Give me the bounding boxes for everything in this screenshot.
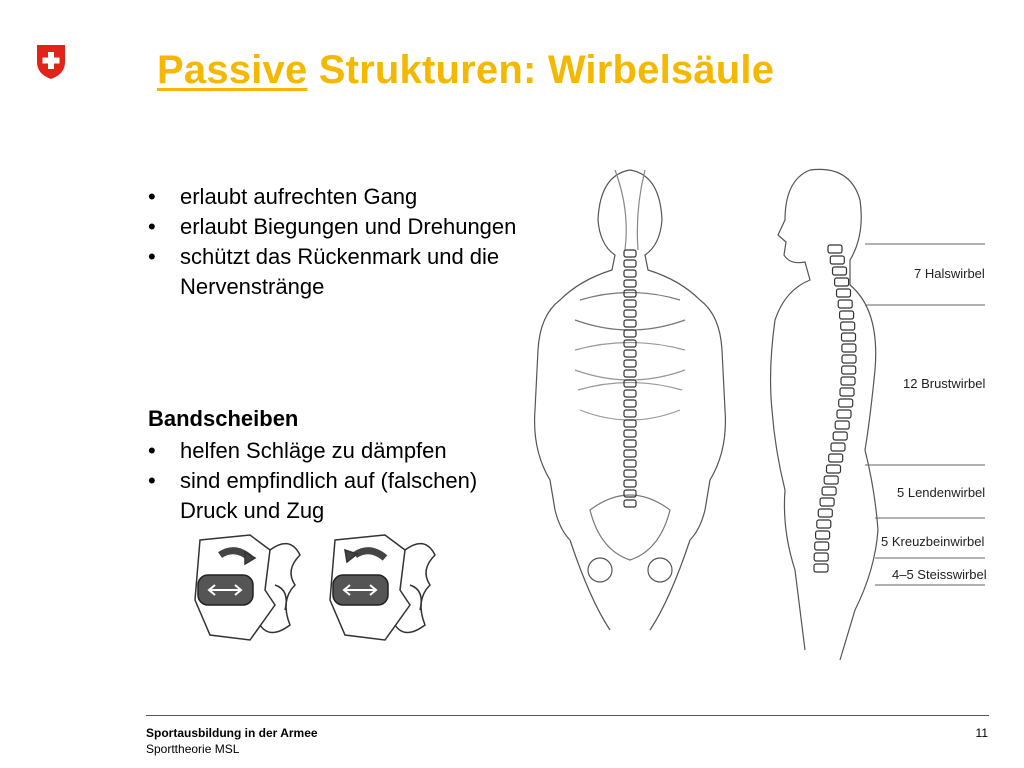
vertebra-shape bbox=[818, 509, 832, 517]
vertebra-shape bbox=[831, 443, 845, 451]
swiss-shield-logo bbox=[36, 44, 66, 80]
vertebra-shape bbox=[842, 366, 856, 374]
region-label-lendenwirbel: 5 Lendenwirbel bbox=[897, 485, 986, 500]
vertebra-shape bbox=[833, 267, 847, 275]
spine-function-list bbox=[148, 182, 568, 302]
vertebra-shape bbox=[624, 380, 636, 387]
footer-organization: Sportausbildung in der Armee bbox=[146, 726, 318, 740]
vertebra-shape bbox=[837, 410, 851, 418]
list-item: • sind empfindlich auf (falschen) Druck und Zug bbox=[148, 466, 508, 526]
vertebra-shape bbox=[814, 553, 828, 561]
vertebra-shape bbox=[624, 250, 636, 257]
vertebra-shape bbox=[814, 564, 828, 572]
side-view-figure bbox=[771, 169, 878, 660]
vertebra-shape bbox=[624, 270, 636, 277]
list-item: • schützt das Rückenmark und die Nervenstränge bbox=[148, 242, 568, 302]
vertebra-shape bbox=[624, 500, 636, 507]
vertebra-shape bbox=[837, 289, 851, 297]
vertebra-shape bbox=[835, 278, 849, 286]
footer-subtitle: Sporttheorie MSL bbox=[146, 742, 240, 756]
vertebra-shape bbox=[842, 344, 856, 352]
vertebra-shape bbox=[838, 300, 852, 308]
vertebra-shape bbox=[624, 410, 636, 417]
vertebra-shape bbox=[624, 450, 636, 457]
vertebra-shape bbox=[840, 311, 854, 319]
vertebra-shape bbox=[624, 370, 636, 377]
back-view-spine bbox=[624, 250, 636, 507]
list-item: • helfen Schläge zu dämpfen bbox=[148, 436, 508, 466]
vertebra-shape bbox=[830, 256, 844, 264]
vertebra-shape bbox=[841, 377, 855, 385]
region-label-brustwirbel: 12 Brustwirbel bbox=[903, 376, 986, 391]
vertebra-shape bbox=[624, 320, 636, 327]
vertebra-shape bbox=[842, 355, 856, 363]
vertebra-shape bbox=[624, 290, 636, 297]
vertebra-shape bbox=[827, 465, 841, 473]
footer-divider bbox=[146, 715, 989, 716]
title-rest: Strukturen: Wirbelsäule bbox=[307, 48, 775, 92]
vertebra-shape bbox=[624, 400, 636, 407]
region-label-steisswirbel: 4–5 Steisswirbel bbox=[892, 567, 987, 582]
list-item: • erlaubt aufrechten Gang bbox=[148, 182, 568, 212]
vertebra-shape bbox=[624, 420, 636, 427]
page-number: 11 bbox=[975, 726, 988, 740]
vertebra-shape bbox=[835, 421, 849, 429]
region-label-halswirbel: 7 Halswirbel bbox=[914, 266, 985, 281]
vertebra-shape bbox=[624, 330, 636, 337]
disc-illustration-right bbox=[330, 535, 435, 640]
page-title bbox=[157, 48, 774, 93]
vertebra-shape bbox=[624, 480, 636, 487]
vertebra-shape bbox=[829, 454, 843, 462]
vertebra-shape bbox=[839, 399, 853, 407]
vertebra-shape bbox=[828, 245, 842, 253]
vertebra-shape bbox=[824, 476, 838, 484]
list-item: • erlaubt Biegungen und Drehungen bbox=[148, 212, 568, 242]
vertebra-shape bbox=[842, 333, 856, 341]
spine-anatomy-illustration bbox=[520, 150, 1000, 670]
vertebra-shape bbox=[820, 498, 834, 506]
disc-compression-illustration bbox=[190, 530, 450, 650]
title-underlined-word: Passive bbox=[157, 48, 308, 92]
vertebra-shape bbox=[624, 430, 636, 437]
bandscheiben-list bbox=[148, 436, 508, 526]
bandscheiben-heading: Bandscheiben bbox=[148, 406, 299, 431]
vertebra-shape bbox=[841, 322, 855, 330]
vertebra-shape bbox=[822, 487, 836, 495]
vertebra-shape bbox=[624, 390, 636, 397]
vertebra-shape bbox=[624, 470, 636, 477]
vertebra-shape bbox=[624, 280, 636, 287]
vertebra-shape bbox=[840, 388, 854, 396]
vertebra-shape bbox=[624, 340, 636, 347]
vertebra-shape bbox=[624, 440, 636, 447]
vertebra-shape bbox=[815, 542, 829, 550]
vertebra-shape bbox=[816, 531, 830, 539]
vertebra-shape bbox=[817, 520, 831, 528]
vertebra-shape bbox=[624, 350, 636, 357]
vertebra-shape bbox=[833, 432, 847, 440]
vertebra-shape bbox=[624, 490, 636, 497]
vertebra-shape bbox=[624, 260, 636, 267]
region-label-kreuzbeinwirbel: 5 Kreuzbeinwirbel bbox=[881, 534, 985, 549]
disc-illustration-left bbox=[195, 535, 300, 640]
side-view-spine bbox=[814, 245, 856, 572]
vertebra-shape bbox=[624, 360, 636, 367]
vertebra-shape bbox=[624, 460, 636, 467]
vertebra-shape bbox=[624, 310, 636, 317]
vertebra-shape bbox=[624, 300, 636, 307]
